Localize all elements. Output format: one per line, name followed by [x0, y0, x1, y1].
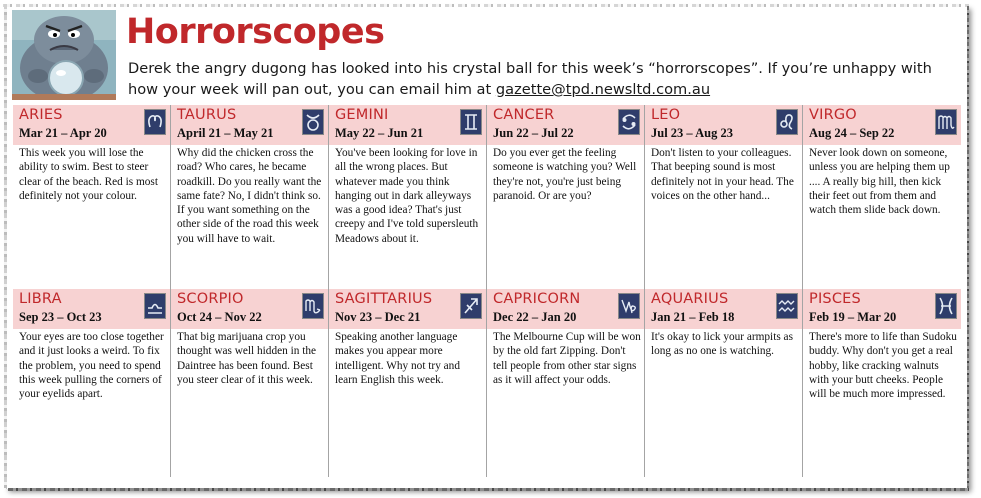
sign-card-gemini [329, 105, 487, 293]
email-link[interactable]: gazette@tpd.newsltd.com.au [495, 81, 711, 98]
intro-body: Derek the angry dugong has looked into his crystal ball for this week’s “horrorscopes”. If you’re unhappy with how your week will pan out, you can email him at [128, 60, 932, 98]
sign-dates: Dec 22 – Jan 20 [493, 310, 577, 324]
sign-card-aquarius [645, 289, 803, 477]
sign-text: You've been looking for love in all the wrong places. But whatever made you think hanging out in dark alleyways was a good idea? That's just creepy and I've told supersleuth Meadows about it. [335, 147, 479, 245]
sign-dates: Oct 24 – Nov 22 [177, 310, 262, 324]
sign-name: CAPRICORN [493, 291, 581, 307]
sign-card-scorpio [171, 289, 329, 477]
sign-name: LEO [651, 107, 681, 123]
page-title: Horrorscopes [126, 12, 385, 52]
twins-icon [460, 109, 482, 135]
torn-edge-top [3, 4, 969, 7]
water-bearer-icon [776, 293, 798, 319]
sign-card-virgo [803, 105, 961, 293]
sign-card-capricorn [487, 289, 645, 477]
sign-text: This week you will lose the ability to swim. Best to steer clear of the beach. Red is most definitely not your colour. [19, 147, 158, 202]
sign-text: Never look down on someone, unless you are helping them up .... A really big hill, then kick their feet out from them and watch them slide back down. [809, 147, 950, 217]
sign-name: ARIES [19, 107, 63, 123]
scales-icon [144, 293, 166, 319]
torn-edge-left [4, 4, 7, 488]
torn-edge-bottom [8, 488, 969, 491]
archer-icon [460, 293, 482, 319]
sign-dates: Mar 21 – Apr 20 [19, 126, 107, 140]
sign-dates: Feb 19 – Mar 20 [809, 310, 897, 324]
scorpion-icon [302, 293, 324, 319]
sign-dates: Aug 24 – Sep 22 [809, 126, 895, 140]
sign-card-libra [13, 289, 171, 477]
sign-text: Why did the chicken cross the road? Who cares, he became roadkill. Do you really want the same fate? No, I didn't think so. If you want something on the other side of the road this week you will have to wait. [177, 147, 322, 245]
sign-dates: Sep 23 – Oct 23 [19, 310, 102, 324]
sign-card-cancer [487, 105, 645, 293]
sign-text: Your eyes are too close together and it just looks a weird. To fix the problem, you need to spend this week pulling the corners of your eyelids apart. [19, 331, 164, 401]
sign-text: There's more to life than Sudoku buddy. Why don't you get a real hobby, like cracking walnuts with your butt cheeks. People will be much more impressed. [809, 331, 957, 401]
crab-icon [618, 109, 640, 135]
sign-name: SCORPIO [177, 291, 244, 307]
fish-icon [935, 293, 957, 319]
goat-icon [618, 293, 640, 319]
maiden-icon [935, 109, 957, 135]
horoscope-grid [13, 105, 961, 482]
sign-name: VIRGO [809, 107, 857, 123]
bull-icon [302, 109, 324, 135]
sign-name: CANCER [493, 107, 555, 123]
sign-dates: April 21 – May 21 [177, 126, 274, 140]
sign-dates: Jul 23 – Aug 23 [651, 126, 733, 140]
sign-dates: May 22 – Jun 21 [335, 126, 424, 140]
sign-name: GEMINI [335, 107, 389, 123]
intro-text [128, 58, 963, 100]
sign-dates: Jun 22 – Jul 22 [493, 126, 574, 140]
sign-card-leo [645, 105, 803, 293]
torn-edge-right [967, 6, 969, 490]
sign-dates: Nov 23 – Dec 21 [335, 310, 421, 324]
sign-card-taurus [171, 105, 329, 293]
sign-text: Do you ever get the feeling someone is watching you? Well they're not, you're just being paranoid. Or are you? [493, 147, 637, 202]
lion-icon [776, 109, 798, 135]
sign-text: It's okay to lick your armpits as long as no one is watching. [651, 331, 793, 358]
sign-text: Don't listen to your colleagues. That beeping sound is most definitely not in your head. The voices on the other hand... [651, 147, 794, 202]
sign-card-pisces [803, 289, 961, 477]
sign-name: AQUARIUS [651, 291, 729, 307]
sign-name: SAGITTARIUS [335, 291, 433, 307]
sign-text: The Melbourne Cup will be won by the old fart Zipping. Don't tell people from other star signs as it will affect your odds. [493, 331, 641, 386]
sign-name: LIBRA [19, 291, 62, 307]
sign-name: TAURUS [177, 107, 237, 123]
dugong-mascot-illustration [12, 10, 116, 100]
sign-dates: Jan 21 – Feb 18 [651, 310, 735, 324]
sign-name: PISCES [809, 291, 861, 307]
sign-card-aries [13, 105, 171, 293]
sign-card-sagittarius [329, 289, 487, 477]
ram-icon [144, 109, 166, 135]
sign-text: Speaking another language makes you appear more intelligent. Why not try and learn English this week. [335, 331, 460, 386]
sign-text: That big marijuana crop you thought was well hidden in the Daintree has been found. Best you steer clear of it this week. [177, 331, 316, 386]
